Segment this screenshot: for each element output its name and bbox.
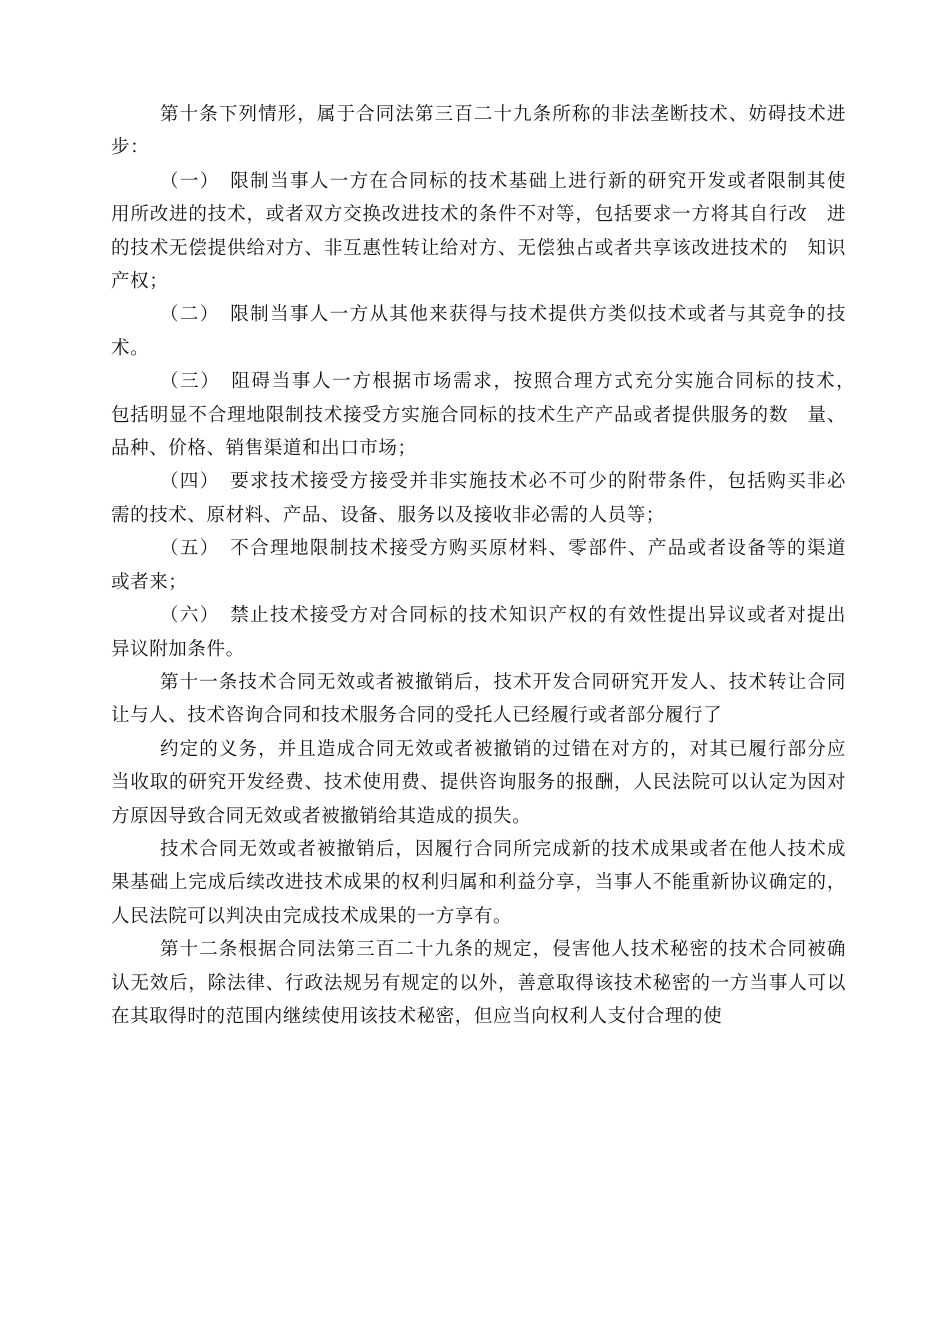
paragraph-article-11-continued: 约定的义务，并且造成合同无效或者被撤销的过错在对方的，对其已履行部分应当收取的研究开发经费、技术使用费、提供咨询服务的报酬，人民法院可以认定为因对方原因导致合同无效或者被撤销给其造成的损失。 [111, 738, 846, 827]
paragraph-item-5: （五） 不合理地限制技术接受方购买原材料、零部件、产品或者设备等的渠道 或者来； [111, 538, 866, 593]
paragraph-item-2: （二） 限制当事人一方从其他来获得与技术提供方类似技术或者与其竞争的技 术。 [111, 304, 866, 359]
paragraph-article-12: 第十二条根据合同法第三百二十九条的规定，侵害他人技术秘密的技术合同被确认无效后，除法律、行政法规另有规定的以外，善意取得该技术秘密的一方当事人可以在其取得时的范围内继续使用该技术秘密，但应当向权利人支付合理的使 [111, 939, 846, 1027]
document-body [111, 98, 866, 1033]
paragraph-article-11: 第十一条技术合同无效或者被撤销后，技术开发合同研究开发人、技术转让合同让与人、技术咨询合同和技术服务合同的受托人已经履行或者部分履行了 [111, 671, 846, 727]
paragraph-item-6: （六） 禁止技术接受方对合同标的技术知识产权的有效性提出异议或者对提出 异议附加条件。 [111, 605, 866, 660]
paragraph-article-11-results: 技术合同无效或者被撤销后，因履行合同所完成新的技术成果或者在他人技术成果基础上完成后续改进技术成果的权利归属和利益分享，当事人不能重新协议确定的，人民法院可以判决由完成技术成果的一方享有。 [111, 838, 846, 927]
paragraph-item-3: （三） 阻碍当事人一方根据市场需求，按照合理方式充分实施合同标的技术， 包括明显不合理地限制技术接受方实施合同标的技术生产产品或者提供服务的数 量、品种、价格、销售渠道和出口市场； [111, 371, 866, 460]
paragraph-item-4: （四） 要求技术接受方接受并非实施技术必不可少的附带条件，包括购买非必 需的技术、原材料、产品、设备、服务以及接收非必需的人员等； [111, 471, 866, 526]
paragraph-article-10: 第十条下列情形，属于合同法第三百二十九条所称的非法垄断技术、妨碍技术进步： [111, 104, 846, 159]
paragraph-item-1: （一） 限制当事人一方在合同标的技术基础上进行新的研究开发或者限制其使 用所改进的技术，或者双方交换改进技术的条件不对等，包括要求一方将其自行改 进的技术无偿提供给对方、非互惠性转让给对方、无偿独占或者共享该改进技术的 知识产权； [111, 170, 866, 293]
